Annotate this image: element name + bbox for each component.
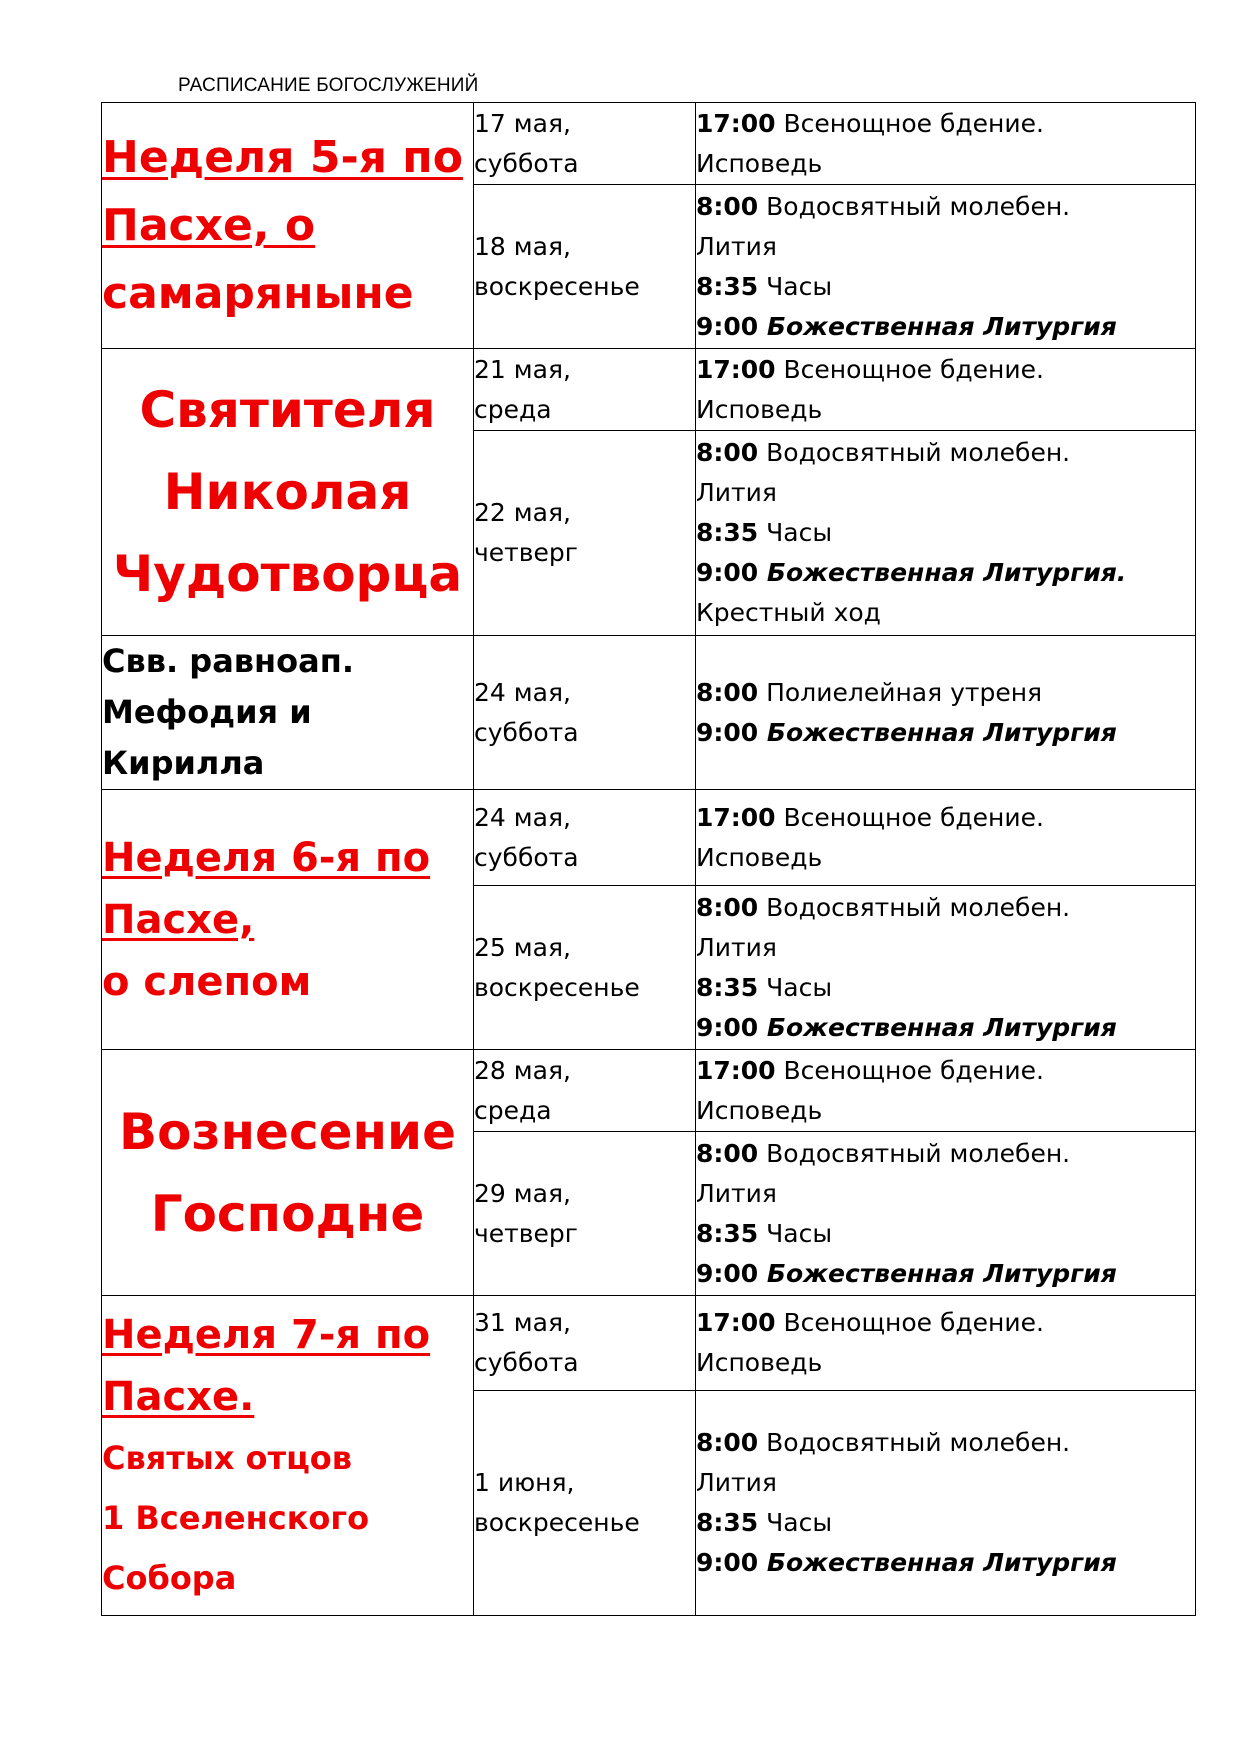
table-row	[102, 1050, 1196, 1132]
service-line: Исповедь	[696, 1348, 823, 1377]
feast-title-line: о слепом	[102, 958, 312, 1005]
feast-title-line: Пасхе, о	[102, 199, 316, 251]
service-line: Лития	[696, 1178, 777, 1208]
feast-title	[102, 636, 474, 790]
service-line: Лития	[696, 478, 777, 507]
feast-title	[102, 349, 474, 636]
date-cell: 25 мая, воскресенье	[474, 886, 696, 1050]
service-line: 17:00 Всенощное бдение.	[696, 354, 1044, 384]
service-line: Крестный ход	[696, 598, 881, 627]
service-line: 8:00 Полиелейная утреня	[696, 677, 1043, 707]
feast-title	[102, 1296, 474, 1616]
service-line: 8:35 Часы	[696, 972, 833, 1002]
service-line: 8:00 Водосвятный молебен.	[696, 892, 1071, 922]
service-line: 8:35 Часы	[696, 1508, 833, 1537]
service-line: 8:00 Водосвятный молебен.	[696, 438, 1071, 467]
feast-title-line: 1 Вселенского	[102, 1498, 370, 1537]
date-cell: 1 июня, воскресенье	[474, 1391, 696, 1616]
service-line: 17:00 Всенощное бдение.	[696, 1055, 1044, 1085]
services-cell	[696, 431, 1196, 636]
service-line: 8:00 Водосвятный молебен.	[696, 1138, 1071, 1168]
date-cell: 24 мая, суббота	[474, 636, 696, 790]
table-row	[102, 103, 1196, 185]
services-cell	[696, 185, 1196, 349]
feast-title-line: Святителя	[139, 381, 436, 439]
feast-title-line: Кирилла	[102, 744, 265, 782]
service-line: 17:00 Всенощное бдение.	[696, 802, 1044, 832]
table-row	[102, 636, 1196, 790]
service-line: 8:35 Часы	[696, 1218, 833, 1248]
feast-title-line: Пасхе.	[102, 1373, 255, 1420]
feast-title-line: Чудотворца	[112, 545, 463, 603]
services-cell	[696, 886, 1196, 1050]
feast-title-line: Вознесение	[118, 1102, 456, 1161]
feast-title-line: Неделя 6-я по	[102, 834, 431, 881]
services-cell	[696, 349, 1196, 431]
service-line: Исповедь	[696, 148, 823, 178]
feast-title-line: Господне	[150, 1184, 425, 1243]
service-line: 17:00 Всенощное бдение.	[696, 1308, 1044, 1337]
feast-title-line: Пасхе,	[102, 896, 255, 943]
services-cell	[696, 1050, 1196, 1132]
service-line: 9:00 Божественная Литургия	[696, 1548, 1117, 1577]
date-cell: 24 мая, суббота	[474, 790, 696, 886]
service-line: 9:00 Божественная Литургия.	[696, 558, 1127, 587]
service-line: 9:00 Божественная Литургия	[696, 1258, 1117, 1288]
feast-title-line: самаряныне	[102, 267, 414, 319]
document-title: РАСПИСАНИЕ БОГОСЛУЖЕНИЙ	[178, 75, 479, 96]
feast-title-line: Николая	[163, 463, 412, 521]
service-line: Лития	[696, 231, 777, 261]
service-line: Лития	[696, 1468, 777, 1497]
feast-title-line: Неделя 7-я по	[102, 1311, 431, 1358]
table-row	[102, 790, 1196, 886]
schedule-table	[101, 102, 1196, 1616]
service-line: Исповедь	[696, 1095, 823, 1125]
feast-title	[102, 103, 474, 349]
service-line: 17:00 Всенощное бдение.	[696, 108, 1044, 138]
date-cell: 17 мая, суббота	[474, 103, 696, 185]
feast-title-line: Свв. равноап.	[102, 642, 354, 680]
table-row	[102, 1296, 1196, 1391]
feast-title	[102, 1050, 474, 1296]
service-line: 8:00 Водосвятный молебен.	[696, 191, 1071, 221]
date-cell: 31 мая, суббота	[474, 1296, 696, 1391]
feast-title-line: Неделя 5-я по	[102, 131, 463, 183]
services-cell	[696, 1296, 1196, 1391]
feast-title	[102, 790, 474, 1050]
services-cell	[696, 1132, 1196, 1296]
service-line: Исповедь	[696, 842, 823, 872]
feast-title-line: Мефодия и	[102, 693, 312, 731]
services-cell	[696, 1391, 1196, 1616]
date-cell: 21 мая, среда	[474, 349, 696, 431]
service-line: 8:35 Часы	[696, 271, 833, 301]
service-line: 9:00 Божественная Литургия	[696, 717, 1117, 747]
service-line: 9:00 Божественная Литургия	[696, 311, 1117, 341]
service-line: Исповедь	[696, 394, 823, 424]
feast-title-line: Святых отцов	[102, 1438, 353, 1477]
service-line: 8:00 Водосвятный молебен.	[696, 1428, 1071, 1457]
services-cell	[696, 790, 1196, 886]
services-cell	[696, 636, 1196, 790]
date-cell: 28 мая, среда	[474, 1050, 696, 1132]
date-cell: 18 мая, воскресенье	[474, 185, 696, 349]
table-row	[102, 349, 1196, 431]
services-cell	[696, 103, 1196, 185]
feast-title-line: Собора	[102, 1558, 237, 1597]
service-line: 9:00 Божественная Литургия	[696, 1012, 1117, 1042]
date-cell: 29 мая, четверг	[474, 1132, 696, 1296]
service-line: 8:35 Часы	[696, 518, 833, 547]
date-cell: 22 мая, четверг	[474, 431, 696, 636]
service-line: Лития	[696, 932, 777, 962]
